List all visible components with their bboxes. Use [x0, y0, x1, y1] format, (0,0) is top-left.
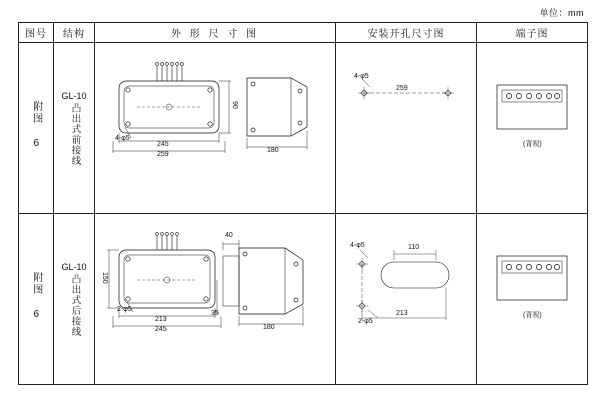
- mount-dim-259: 259: [396, 85, 408, 92]
- table-row: [19, 43, 588, 214]
- dim-213: 213: [155, 316, 167, 323]
- cell-outline-drawing: [95, 43, 336, 214]
- structure-label: 凸出式前接线: [69, 102, 81, 166]
- cell-drawing-no: [19, 214, 54, 385]
- outline-drawing-rear: [95, 214, 335, 384]
- structure-model: GL-10: [61, 261, 87, 272]
- unit-note: 单位：mm: [539, 8, 584, 18]
- dim-90: 90: [231, 101, 238, 109]
- dim-35: 35: [211, 310, 219, 317]
- header-outline-dimensions: 外 形 尺 寸 图: [95, 23, 336, 43]
- cell-drawing-no: [19, 43, 54, 214]
- dim-245: 245: [155, 326, 167, 333]
- terminal-note: (背视): [523, 141, 542, 148]
- mount-dim-4-phi5: 4-φ5: [350, 242, 365, 249]
- cell-outline-drawing: [95, 214, 336, 385]
- table-row: [19, 214, 588, 385]
- dim-180: 180: [263, 324, 275, 331]
- terminal-note: (背视): [523, 312, 542, 319]
- cell-structure: [54, 43, 95, 214]
- dim-245: 245: [157, 141, 169, 148]
- dim-40: 40: [225, 232, 233, 239]
- header-structure: 结构: [54, 23, 95, 43]
- cell-structure: [54, 214, 95, 385]
- header-mounting-hole: 安装开孔尺寸图: [336, 23, 477, 43]
- outline-drawing-front: [95, 43, 335, 213]
- header-drawing-no: 图号: [19, 23, 54, 43]
- dim-150: 150: [101, 272, 108, 284]
- cell-mounting-drawing: [336, 214, 477, 385]
- mount-dim-110: 110: [408, 244, 420, 251]
- dimension-table: [18, 22, 588, 385]
- drawing-no-label: 附图 6: [30, 100, 42, 151]
- mount-dim-213: 213: [396, 310, 408, 317]
- mount-dim-4-phi5: 4-φ5: [354, 73, 369, 80]
- dim-180: 180: [267, 147, 279, 154]
- structure-label: 凸出式后接线: [69, 273, 81, 337]
- terminal-drawing-front: [477, 43, 587, 213]
- header-terminal: 端子图: [477, 23, 588, 43]
- dim-259: 259: [157, 151, 169, 158]
- mount-dim-2-phi5: 2-φ5: [358, 318, 373, 325]
- cell-mounting-drawing: [336, 43, 477, 214]
- table-header-row: [19, 23, 588, 43]
- dim-2-phi5: 2-φ5: [117, 306, 132, 313]
- structure-model: GL-10: [61, 90, 87, 101]
- dim-4-phi5: 4-φ5: [115, 135, 130, 142]
- mounting-hole-drawing-front: [336, 43, 476, 213]
- terminal-drawing-rear: [477, 214, 587, 384]
- cell-terminal-drawing: [477, 43, 588, 214]
- mounting-hole-drawing-rear: [336, 214, 476, 384]
- drawing-no-label: 附图 6: [30, 271, 42, 322]
- cell-terminal-drawing: [477, 214, 588, 385]
